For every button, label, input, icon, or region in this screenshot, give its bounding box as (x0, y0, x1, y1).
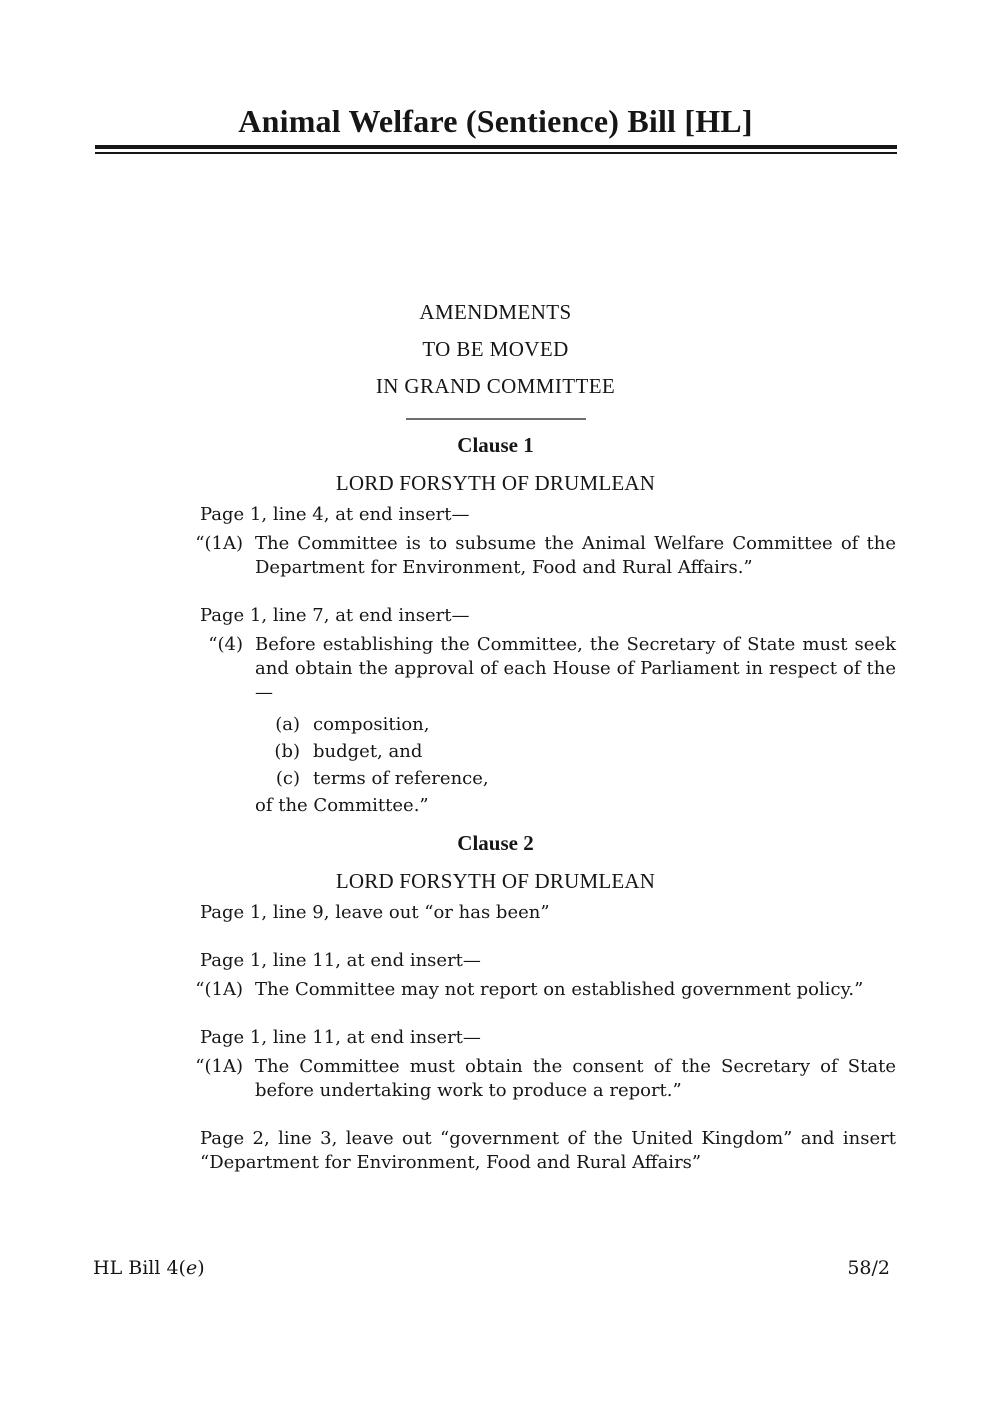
title-rule-thick (95, 145, 897, 149)
clause-1-sponsor: LORD FORSYTH OF DRUMLEAN (335, 471, 656, 495)
headline-line-in-grand-committee: IN GRAND COMMITTEE (375, 374, 616, 398)
list-item-label: (c) (275, 768, 300, 789)
amendment (190, 604, 896, 818)
amendment-intro: Page 1, line 11, at end insert— (200, 1027, 481, 1048)
clause-1-heading: Clause 1 (457, 433, 534, 457)
title-double-rule (95, 145, 897, 154)
list-item-text: budget, and (313, 741, 423, 762)
amendment-intro: Page 1, line 4, at end insert— (200, 504, 470, 525)
amendments-headline (0, 300, 991, 398)
page-footer (93, 1256, 890, 1280)
amendment (190, 1127, 896, 1175)
amendment-subsection (190, 1055, 896, 1103)
amendment-subsection (190, 978, 896, 1002)
clause-2-amendments (190, 901, 896, 1175)
title-rule-thin (95, 152, 897, 154)
subsection-closing: of the Committee.” (255, 795, 429, 816)
amendment-intro: Page 1, line 9, leave out “or has been” (200, 902, 550, 923)
amendment-intro: Page 2, line 3, leave out “government of the United Kingdom” and insert “Department for Environment, Food and Rural Affairs” (200, 1128, 896, 1173)
footer-bill-number: HL Bill 4(e) (93, 1257, 205, 1279)
list-item (255, 713, 896, 737)
list-item-label: (a) (275, 714, 300, 735)
subsection-body (255, 633, 896, 818)
amendment-intro: Page 1, line 7, at end insert— (200, 605, 470, 626)
subsection-label: “(1A) (195, 1056, 243, 1077)
headline-line-amendments: AMENDMENTS (419, 300, 572, 324)
amendment (190, 503, 896, 580)
subsection-body (255, 1055, 896, 1103)
clause-2-sponsor: LORD FORSYTH OF DRUMLEAN (335, 869, 656, 893)
footer-serial-number: 58/2 (847, 1257, 890, 1279)
subsection-label: “(4) (208, 634, 243, 655)
subsection-text: The Committee must obtain the consent of the Secretary of State before undertaking work to produce a report.” (255, 1056, 896, 1101)
list-item (255, 767, 896, 791)
amendment (190, 901, 896, 925)
subsection-body (255, 978, 896, 1002)
subsection-text: The Committee may not report on established government policy.” (255, 979, 864, 1000)
subsection-text: Before establishing the Committee, the Secretary of State must seek and obtain the approval of each House of Parliament in respect of the— (255, 634, 896, 703)
amendment-subsection (190, 633, 896, 818)
subsection-text: The Committee is to subsume the Animal Welfare Committee of the Department for Environment, Food and Rural Affairs.” (255, 533, 896, 578)
clause-2-heading: Clause 2 (457, 831, 534, 855)
subsection-label: “(1A) (195, 979, 243, 1000)
clause-1-block (0, 433, 991, 818)
subsection-body (255, 532, 896, 580)
amendment-subsection (190, 532, 896, 580)
clause-1-amendments (190, 503, 896, 818)
list-item-text: composition, (313, 714, 430, 735)
list-item-label: (b) (274, 741, 300, 762)
subsection-label: “(1A) (195, 533, 243, 554)
amendment (190, 1026, 896, 1103)
section-divider-rule (406, 418, 586, 420)
list-item (255, 740, 896, 764)
headline-line-to-be-moved: TO BE MOVED (422, 337, 569, 361)
list-item-text: terms of reference, (313, 768, 489, 789)
amendment-intro: Page 1, line 11, at end insert— (200, 950, 481, 971)
page-title: Animal Welfare (Sentience) Bill [HL] (238, 103, 753, 139)
clause-2-block (0, 831, 991, 1175)
amendment (190, 949, 896, 1002)
